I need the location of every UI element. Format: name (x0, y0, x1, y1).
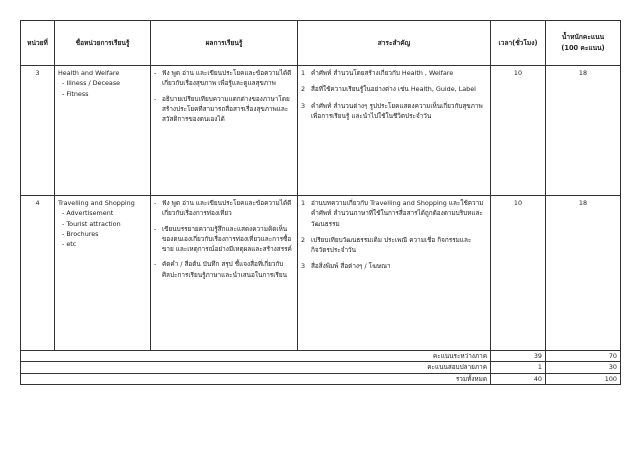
unit-hours: 10 (491, 66, 546, 196)
concept-item (301, 235, 487, 256)
outcome-item: - เขียนบรรยายความรู้สึกและแสดงความคิดเห็นของตนเองเกี่ยวกับเรื่องการท่องเที่ยวและการซื้อขาย และเหตุการณ์อย่างมีเหตุผลและสร้างสรรค์ (154, 224, 294, 255)
total-score: 70 (546, 351, 621, 362)
total-hours: 1 (491, 362, 546, 373)
outcome-item: - ฟัง พูด อ่าน และเขียนประโยคและข้อความได้ดีเกี่ยวกับเรื่องสุขภาพ เพื่อรู้และดูแลสุขภาพ (154, 68, 294, 89)
concept-number: 1 (301, 199, 306, 207)
outcome-text: คัดคำ / สื่อต้น บันทึก สรุป ชี้แจงสื่อที่เกี่ยวกับศิลปะการเรียนรู้ภาษาและนำเสนอในการเรียน (162, 260, 287, 279)
header-outcome: ผลการเรียนรู้ (151, 21, 298, 66)
unit-name-cell (55, 196, 151, 351)
total-hours: 39 (491, 351, 546, 362)
outcome-cell (151, 66, 298, 196)
unit-name: Travelling and Shopping (58, 199, 135, 207)
total-label: คะแนนระหว่างภาค (21, 351, 491, 362)
outcome-item: - ฟัง พูด อ่าน และเขียนประโยคและข้อความได้ดีเกี่ยวกับเรื่องการท่องเที่ยว (154, 198, 294, 219)
subtopic-item: - etc (62, 239, 147, 249)
concept-text: สื่อสิ่งพิมพ์ สื่อต่างๆ / โฆษณา (311, 262, 391, 271)
concept-text: คำศัพท์ สำนวนโดยสร้างเกี่ยวกับ Health , Welfare (311, 69, 454, 77)
subtopic-item: - Tourist attraction (62, 219, 147, 229)
header-time: เวลา(ชั่วโมง) (491, 21, 546, 66)
concept-text: อ่านบทความเกี่ยวกับ Travelling and Shopping และใช้ความคำศัพท์ สำนวนภาษาที่ใช้ในการสื่อสารได้ถูกต้องตามบริบทและวัฒนธรรม (311, 199, 484, 228)
unit-name-cell (55, 66, 151, 196)
concept-number: 3 (301, 262, 306, 271)
concept-number: 2 (301, 85, 306, 94)
outcome-cell (151, 196, 298, 351)
header-key-concept: สาระสำคัญ (298, 21, 491, 66)
unit-score: 18 (546, 66, 621, 196)
table-row-unit-3 (21, 66, 621, 196)
outcome-text: ฟัง พูด อ่าน และเขียนประโยคและข้อความได้ดีเกี่ยวกับเรื่องสุขภาพ เพื่อรู้และดูแลสุขภาพ (162, 69, 292, 88)
table-row-unit-4 (21, 196, 621, 351)
unit-hours: 10 (491, 196, 546, 351)
header-weight-line1: น้ำหนักคะแนน (561, 33, 605, 42)
total-hours: 40 (491, 373, 546, 384)
concept-item (301, 84, 487, 94)
total-label: คะแนนสอบปลายภาค (21, 362, 491, 373)
subtopic-item: - Brochures (62, 229, 147, 239)
concept-number: 2 (301, 235, 306, 244)
concept-item (301, 261, 487, 271)
concept-item (301, 68, 487, 78)
concept-item (301, 198, 487, 229)
concept-cell (298, 196, 491, 351)
total-label: รวมทั้งหมด (21, 373, 491, 384)
concept-text: คำศัพท์ สำนวนต่างๆ รูปประโยคแสดงความเห็นเกี่ยวกับสุขภาพเพื่อการเรียนรู้ และนำไปใช้ในชีวิตประจำวัน (311, 101, 483, 120)
unit-score: 18 (546, 196, 621, 351)
outcome-text: เขียนบรรยายความรู้สึกและแสดงความคิดเห็นของตนเองเกี่ยวกับเรื่องการท่องเที่ยวและการซื้อขาย และเหตุการณ์อย่างมีเหตุผลและสร้างสรรค์ (162, 224, 292, 253)
concept-text: เปรียบเทียบวัฒนธรรมเดิม ประเพณี ความเชื่อ กิจกรรมและกิจวัตรประจำวัน (311, 235, 472, 254)
total-row-midterm (21, 351, 621, 362)
unit-no: 3 (21, 66, 55, 196)
header-row (21, 21, 621, 66)
subtopic-list (62, 78, 147, 99)
concept-number: 3 (301, 101, 306, 110)
unit-name: Health and Welfare (58, 69, 120, 77)
total-row-final-exam (21, 362, 621, 373)
subtopic-list (62, 208, 147, 249)
total-row-grand-total (21, 373, 621, 384)
header-unit-no: หน่วยที่ (21, 21, 55, 66)
unit-no: 4 (21, 196, 55, 351)
concept-number: 1 (301, 69, 306, 77)
subtopic-item: - Fitness (62, 89, 147, 99)
outcome-text: อธิบายเปรียบเทียบความแตกต่างของภาษาโดยสร้างประโยคที่สามารถสื่อสารเรื่องสุขภาพและสวัสดิการของตนเองได้ (162, 94, 290, 123)
outcome-text: ฟัง พูด อ่าน และเขียนประโยคและข้อความได้ดีเกี่ยวกับเรื่องการท่องเที่ยว (162, 199, 292, 218)
total-score: 100 (546, 373, 621, 384)
header-unit-name: ชื่อหน่วยการเรียนรู้ (55, 21, 151, 66)
course-unit-table (20, 20, 621, 385)
concept-cell (298, 66, 491, 196)
concept-item (301, 101, 487, 122)
subtopic-item: - Illness / Decease (62, 78, 147, 88)
total-score: 30 (546, 362, 621, 373)
header-weight (546, 21, 621, 66)
outcome-item: - อธิบายเปรียบเทียบความแตกต่างของภาษาโดยสร้างประโยคที่สามารถสื่อสารเรื่องสุขภาพและสวัสดิการของตนเองได้ (154, 94, 294, 125)
header-weight-line2: (100 คะแนน) (561, 44, 605, 52)
outcome-item: - คัดคำ / สื่อต้น บันทึก สรุป ชี้แจงสื่อที่เกี่ยวกับศิลปะการเรียนรู้ภาษาและนำเสนอในการเรียน (154, 259, 294, 280)
concept-text: สื่อที่ใช้ความเรียนรู้ในอย่างต่าง เช่น Health, Guide, Label (311, 85, 476, 94)
subtopic-item: - Advertisement (62, 208, 147, 218)
